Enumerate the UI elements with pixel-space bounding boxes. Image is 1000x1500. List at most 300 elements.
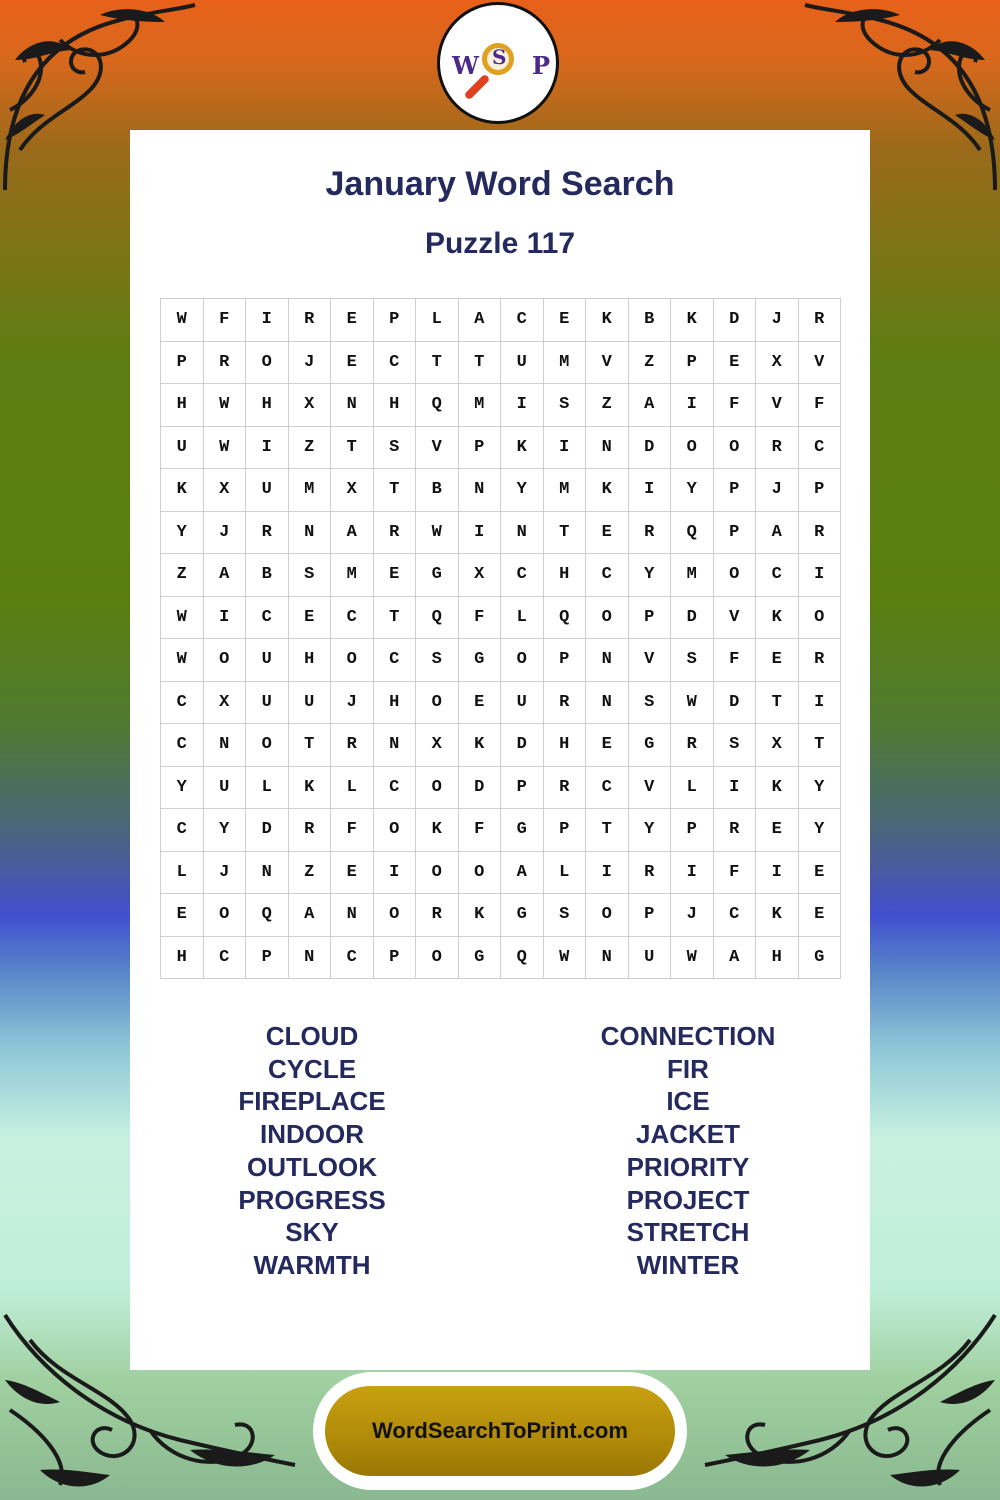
grid-cell[interactable]: P	[501, 766, 544, 809]
grid-cell[interactable]: O	[586, 894, 629, 937]
grid-cell[interactable]: A	[203, 554, 246, 597]
grid-cell[interactable]: E	[543, 299, 586, 342]
grid-cell[interactable]: R	[288, 299, 331, 342]
footer-badge[interactable]	[313, 1372, 687, 1490]
grid-cell[interactable]: E	[161, 894, 204, 937]
grid-cell[interactable]: E	[798, 894, 841, 937]
grid-row	[161, 469, 841, 512]
grid-cell[interactable]: Y	[798, 766, 841, 809]
grid-cell[interactable]: D	[628, 426, 671, 469]
grid-cell[interactable]: O	[203, 639, 246, 682]
grid-cell[interactable]: Y	[161, 511, 204, 554]
grid-cell[interactable]: W	[161, 639, 204, 682]
grid-cell[interactable]: X	[288, 384, 331, 427]
grid-cell[interactable]: E	[331, 851, 374, 894]
grid-cell[interactable]: N	[586, 639, 629, 682]
grid-row	[161, 681, 841, 724]
grid-cell[interactable]: H	[161, 384, 204, 427]
grid-cell[interactable]: F	[331, 809, 374, 852]
grid-cell[interactable]: E	[458, 681, 501, 724]
grid-cell[interactable]: M	[543, 469, 586, 512]
grid-cell[interactable]: R	[798, 511, 841, 554]
grid-cell[interactable]: T	[416, 341, 459, 384]
word-list-item: PROJECT	[626, 1184, 750, 1215]
grid-cell[interactable]: N	[586, 426, 629, 469]
grid-cell[interactable]: F	[458, 809, 501, 852]
grid-cell[interactable]: C	[203, 936, 246, 979]
grid-cell[interactable]: T	[543, 511, 586, 554]
grid-cell[interactable]: Y	[671, 469, 714, 512]
word-list-item: FIREPLACE	[238, 1086, 386, 1117]
grid-cell[interactable]: C	[713, 894, 756, 937]
grid-cell[interactable]: C	[756, 554, 799, 597]
grid-cell[interactable]: S	[416, 639, 459, 682]
grid-cell[interactable]: R	[373, 511, 416, 554]
grid-cell[interactable]: G	[501, 894, 544, 937]
grid-cell[interactable]: O	[458, 851, 501, 894]
grid-cell[interactable]: O	[373, 809, 416, 852]
grid-cell[interactable]: Q	[671, 511, 714, 554]
grid-cell[interactable]: O	[671, 426, 714, 469]
grid-cell[interactable]: G	[416, 554, 459, 597]
grid-cell[interactable]: O	[246, 724, 289, 767]
grid-row	[161, 596, 841, 639]
word-list-item: FIR	[667, 1053, 709, 1084]
grid-cell[interactable]: R	[713, 809, 756, 852]
grid-cell[interactable]: Z	[161, 554, 204, 597]
grid-cell[interactable]: Y	[203, 809, 246, 852]
word-list-right	[528, 1020, 848, 1282]
grid-cell[interactable]: A	[288, 894, 331, 937]
grid-cell[interactable]: O	[416, 851, 459, 894]
grid-cell[interactable]: P	[543, 809, 586, 852]
word-list-item: OUTLOOK	[247, 1151, 377, 1182]
wsp-logo[interactable]	[437, 2, 559, 124]
grid-cell[interactable]: C	[586, 766, 629, 809]
grid-cell[interactable]: L	[671, 766, 714, 809]
grid-cell[interactable]: D	[458, 766, 501, 809]
grid-cell[interactable]: O	[416, 766, 459, 809]
grid-cell[interactable]: I	[671, 384, 714, 427]
word-list-item: ICE	[666, 1086, 710, 1117]
footer-button[interactable]	[325, 1386, 675, 1476]
grid-cell[interactable]: K	[586, 469, 629, 512]
grid-cell[interactable]: X	[756, 724, 799, 767]
grid-cell[interactable]: H	[543, 724, 586, 767]
word-list-item: STRETCH	[626, 1217, 750, 1248]
grid-cell[interactable]: P	[543, 639, 586, 682]
grid-cell[interactable]: A	[501, 851, 544, 894]
grid-cell[interactable]: N	[288, 936, 331, 979]
word-list-item: CONNECTION	[600, 1021, 776, 1051]
grid-cell[interactable]: K	[586, 299, 629, 342]
grid-cell[interactable]: R	[543, 681, 586, 724]
grid-cell[interactable]: C	[246, 596, 289, 639]
grid-cell[interactable]: K	[458, 724, 501, 767]
grid-row	[161, 894, 841, 937]
word-list-item: CLOUD	[265, 1021, 359, 1051]
grid-cell[interactable]: T	[458, 341, 501, 384]
grid-cell[interactable]: X	[756, 341, 799, 384]
grid-cell[interactable]: U	[246, 639, 289, 682]
grid-cell[interactable]: A	[458, 299, 501, 342]
grid-cell[interactable]: L	[543, 851, 586, 894]
grid-row	[161, 299, 841, 342]
grid-cell[interactable]: Z	[288, 426, 331, 469]
logo-letter-s: S	[492, 45, 507, 69]
grid-cell[interactable]: R	[288, 809, 331, 852]
grid-cell[interactable]: K	[671, 299, 714, 342]
grid-cell[interactable]: U	[288, 681, 331, 724]
grid-cell[interactable]: W	[671, 936, 714, 979]
grid-cell[interactable]: T	[756, 681, 799, 724]
grid-cell[interactable]: B	[416, 469, 459, 512]
puzzle-number: Puzzle 117	[424, 227, 576, 260]
grid-cell[interactable]: X	[331, 469, 374, 512]
grid-cell[interactable]: C	[373, 766, 416, 809]
grid-cell[interactable]: I	[373, 851, 416, 894]
grid-cell[interactable]: A	[713, 936, 756, 979]
grid-cell[interactable]: U	[246, 469, 289, 512]
grid-cell[interactable]: V	[713, 596, 756, 639]
page-title: January Word Search	[325, 165, 675, 203]
grid-cell[interactable]: C	[161, 724, 204, 767]
grid-cell[interactable]: W	[161, 596, 204, 639]
grid-row	[161, 851, 841, 894]
grid-cell[interactable]: O	[416, 936, 459, 979]
grid-row	[161, 809, 841, 852]
grid-cell[interactable]: K	[756, 894, 799, 937]
grid-cell[interactable]: U	[246, 681, 289, 724]
grid-cell[interactable]: H	[246, 384, 289, 427]
grid-cell[interactable]: I	[203, 596, 246, 639]
grid-cell[interactable]: I	[798, 554, 841, 597]
grid-cell[interactable]: Y	[628, 554, 671, 597]
grid-cell[interactable]: P	[671, 809, 714, 852]
grid-cell[interactable]: E	[756, 639, 799, 682]
grid-cell[interactable]: J	[671, 894, 714, 937]
grid-cell[interactable]: S	[543, 384, 586, 427]
grid-cell[interactable]: O	[713, 554, 756, 597]
grid-cell[interactable]: U	[501, 341, 544, 384]
grid-cell[interactable]: R	[798, 639, 841, 682]
grid-cell[interactable]: T	[331, 426, 374, 469]
grid-cell[interactable]: R	[203, 341, 246, 384]
grid-cell[interactable]: Y	[798, 809, 841, 852]
grid-cell[interactable]: O	[203, 894, 246, 937]
grid-cell[interactable]: R	[628, 851, 671, 894]
grid-cell[interactable]: H	[373, 384, 416, 427]
grid-cell[interactable]: S	[543, 894, 586, 937]
grid-cell[interactable]: Q	[246, 894, 289, 937]
site-name: WordSearchToPrint.com	[372, 1418, 628, 1443]
grid-cell[interactable]: K	[501, 426, 544, 469]
grid-cell[interactable]: J	[331, 681, 374, 724]
grid-cell[interactable]: I	[628, 469, 671, 512]
grid-cell[interactable]: E	[331, 341, 374, 384]
grid-cell[interactable]: L	[501, 596, 544, 639]
grid-cell[interactable]: T	[586, 809, 629, 852]
grid-cell[interactable]: K	[288, 766, 331, 809]
grid-cell[interactable]: A	[628, 384, 671, 427]
grid-cell[interactable]: F	[713, 384, 756, 427]
grid-cell[interactable]: G	[628, 724, 671, 767]
grid-cell[interactable]: P	[161, 341, 204, 384]
grid-cell[interactable]: P	[246, 936, 289, 979]
grid-cell[interactable]: R	[331, 724, 374, 767]
grid-cell[interactable]: D	[501, 724, 544, 767]
grid-cell[interactable]: E	[373, 554, 416, 597]
grid-cell[interactable]: X	[203, 469, 246, 512]
grid-cell[interactable]: V	[798, 341, 841, 384]
grid-cell[interactable]: O	[331, 639, 374, 682]
letter-grid	[160, 298, 841, 979]
grid-cell[interactable]: V	[628, 766, 671, 809]
word-list-item: CYCLE	[267, 1053, 357, 1084]
grid-cell[interactable]: U	[501, 681, 544, 724]
grid-cell[interactable]: S	[628, 681, 671, 724]
grid-cell[interactable]: K	[756, 766, 799, 809]
grid-cell[interactable]: H	[288, 639, 331, 682]
grid-cell[interactable]: A	[756, 511, 799, 554]
grid-cell[interactable]: R	[246, 511, 289, 554]
grid-cell[interactable]: U	[203, 766, 246, 809]
word-list-item: PROGRESS	[238, 1184, 386, 1215]
grid-cell[interactable]: P	[628, 596, 671, 639]
grid-row	[161, 724, 841, 767]
grid-cell[interactable]: Q	[501, 936, 544, 979]
grid-cell[interactable]: R	[756, 426, 799, 469]
grid-cell[interactable]: R	[416, 894, 459, 937]
grid-cell[interactable]: F	[798, 384, 841, 427]
grid-cell[interactable]: S	[671, 639, 714, 682]
grid-cell[interactable]: P	[671, 341, 714, 384]
grid-cell[interactable]: Y	[628, 809, 671, 852]
grid-cell[interactable]: E	[288, 596, 331, 639]
grid-cell[interactable]: G	[458, 639, 501, 682]
grid-cell[interactable]: L	[161, 851, 204, 894]
grid-cell[interactable]: Z	[586, 384, 629, 427]
grid-cell[interactable]: O	[798, 596, 841, 639]
grid-cell[interactable]: E	[798, 851, 841, 894]
grid-cell[interactable]: O	[713, 426, 756, 469]
grid-cell[interactable]: E	[586, 724, 629, 767]
logo-letter-w: W	[452, 51, 479, 80]
grid-cell[interactable]: T	[798, 724, 841, 767]
grid-cell[interactable]: C	[501, 299, 544, 342]
grid-cell[interactable]: V	[416, 426, 459, 469]
grid-cell[interactable]: A	[331, 511, 374, 554]
grid-cell[interactable]: C	[331, 936, 374, 979]
grid-cell[interactable]: I	[246, 299, 289, 342]
grid-cell[interactable]: H	[756, 936, 799, 979]
grid-cell[interactable]: T	[373, 596, 416, 639]
grid-cell[interactable]: I	[501, 384, 544, 427]
grid-cell[interactable]: M	[288, 469, 331, 512]
grid-cell[interactable]: U	[161, 426, 204, 469]
grid-cell[interactable]: P	[628, 894, 671, 937]
grid-row	[161, 639, 841, 682]
grid-cell[interactable]: E	[331, 299, 374, 342]
grid-cell[interactable]: X	[458, 554, 501, 597]
grid-cell[interactable]: V	[756, 384, 799, 427]
logo-letter-p: P	[532, 51, 551, 80]
grid-cell[interactable]: E	[756, 809, 799, 852]
grid-cell[interactable]: P	[798, 469, 841, 512]
grid-cell[interactable]: N	[331, 384, 374, 427]
grid-cell[interactable]: C	[373, 639, 416, 682]
grid-row	[161, 341, 841, 384]
grid-cell[interactable]: O	[501, 639, 544, 682]
grid-cell[interactable]: G	[458, 936, 501, 979]
grid-cell[interactable]: W	[161, 299, 204, 342]
word-list-item: INDOOR	[260, 1119, 364, 1150]
grid-cell[interactable]: L	[416, 299, 459, 342]
grid-cell[interactable]: D	[671, 596, 714, 639]
grid-cell[interactable]: I	[458, 511, 501, 554]
grid-row	[161, 936, 841, 979]
grid-cell[interactable]: J	[756, 299, 799, 342]
grid-cell[interactable]: N	[373, 724, 416, 767]
grid-cell[interactable]: H	[161, 936, 204, 979]
grid-cell[interactable]: W	[203, 384, 246, 427]
word-list-item: JACKET	[635, 1119, 740, 1150]
grid-row	[161, 511, 841, 554]
grid-cell[interactable]: W	[203, 426, 246, 469]
grid-row	[161, 554, 841, 597]
grid-cell[interactable]: R	[671, 724, 714, 767]
grid-cell[interactable]: O	[586, 596, 629, 639]
grid-cell[interactable]: P	[373, 936, 416, 979]
grid-cell[interactable]: K	[458, 894, 501, 937]
grid-cell[interactable]: E	[586, 511, 629, 554]
grid-cell[interactable]: K	[161, 469, 204, 512]
grid-cell[interactable]: I	[671, 851, 714, 894]
grid-cell[interactable]: J	[756, 469, 799, 512]
grid-cell[interactable]: R	[628, 511, 671, 554]
grid-cell[interactable]: M	[543, 341, 586, 384]
grid-cell[interactable]: I	[756, 851, 799, 894]
grid-cell[interactable]: R	[798, 299, 841, 342]
grid-cell[interactable]: H	[373, 681, 416, 724]
grid-cell[interactable]: O	[246, 341, 289, 384]
grid-cell[interactable]: L	[246, 766, 289, 809]
grid-cell[interactable]: P	[458, 426, 501, 469]
grid-cell[interactable]: B	[246, 554, 289, 597]
grid-cell[interactable]: I	[246, 426, 289, 469]
grid-cell[interactable]: C	[161, 681, 204, 724]
grid-cell[interactable]: E	[713, 341, 756, 384]
grid-cell[interactable]: W	[416, 511, 459, 554]
grid-cell[interactable]: D	[713, 299, 756, 342]
grid-row	[161, 426, 841, 469]
grid-cell[interactable]: F	[713, 851, 756, 894]
grid-cell[interactable]: Z	[628, 341, 671, 384]
grid-cell[interactable]: G	[798, 936, 841, 979]
grid-cell[interactable]: Q	[416, 384, 459, 427]
word-list-item: WARMTH	[253, 1249, 371, 1280]
grid-cell[interactable]: V	[586, 341, 629, 384]
grid-cell[interactable]: B	[628, 299, 671, 342]
grid-cell[interactable]: S	[373, 426, 416, 469]
grid-cell[interactable]: W	[543, 936, 586, 979]
grid-cell[interactable]: J	[288, 341, 331, 384]
grid-cell[interactable]: X	[416, 724, 459, 767]
grid-cell[interactable]: C	[798, 426, 841, 469]
grid-cell[interactable]: P	[713, 511, 756, 554]
grid-cell[interactable]: P	[373, 299, 416, 342]
grid-cell[interactable]: K	[756, 596, 799, 639]
grid-cell[interactable]: I	[713, 766, 756, 809]
grid-cell[interactable]: Z	[288, 851, 331, 894]
grid-cell[interactable]: F	[203, 299, 246, 342]
grid-cell[interactable]: M	[331, 554, 374, 597]
grid-cell[interactable]: C	[501, 554, 544, 597]
word-list-item: SKY	[285, 1217, 339, 1248]
grid-cell[interactable]: F	[713, 639, 756, 682]
grid-cell[interactable]: K	[416, 809, 459, 852]
grid-cell[interactable]: I	[543, 426, 586, 469]
grid-cell[interactable]: J	[203, 851, 246, 894]
grid-cell[interactable]: N	[586, 936, 629, 979]
grid-cell[interactable]: S	[288, 554, 331, 597]
grid-cell[interactable]: J	[203, 511, 246, 554]
grid-cell[interactable]: O	[373, 894, 416, 937]
grid-cell[interactable]: U	[628, 936, 671, 979]
grid-cell[interactable]: N	[288, 511, 331, 554]
word-list-item: PRIORITY	[626, 1151, 750, 1182]
grid-cell[interactable]: N	[586, 681, 629, 724]
grid-cell[interactable]: H	[543, 554, 586, 597]
grid-cell[interactable]: D	[246, 809, 289, 852]
grid-row	[161, 766, 841, 809]
grid-row	[161, 384, 841, 427]
grid-cell[interactable]: X	[203, 681, 246, 724]
grid-cell[interactable]: C	[161, 809, 204, 852]
grid-cell[interactable]: Y	[501, 469, 544, 512]
grid-cell[interactable]: P	[713, 469, 756, 512]
grid-cell[interactable]: R	[543, 766, 586, 809]
grid-cell[interactable]: M	[458, 384, 501, 427]
word-list-left	[152, 1020, 472, 1282]
grid-cell[interactable]: C	[586, 554, 629, 597]
grid-cell[interactable]: D	[713, 681, 756, 724]
grid-cell[interactable]: I	[798, 681, 841, 724]
word-list-item: WINTER	[636, 1249, 740, 1280]
grid-cell[interactable]: S	[713, 724, 756, 767]
grid-cell[interactable]: C	[331, 596, 374, 639]
grid-cell[interactable]: F	[458, 596, 501, 639]
grid-cell[interactable]: M	[671, 554, 714, 597]
grid-cell[interactable]: N	[501, 511, 544, 554]
grid-cell[interactable]: N	[246, 851, 289, 894]
grid-cell[interactable]: O	[416, 681, 459, 724]
grid-cell[interactable]: Q	[416, 596, 459, 639]
grid-cell[interactable]: W	[671, 681, 714, 724]
grid-cell[interactable]: G	[501, 809, 544, 852]
grid-cell[interactable]: I	[586, 851, 629, 894]
grid-cell[interactable]: C	[373, 341, 416, 384]
grid-cell[interactable]: L	[331, 766, 374, 809]
grid-cell[interactable]: N	[331, 894, 374, 937]
grid-cell[interactable]: N	[458, 469, 501, 512]
grid-cell[interactable]: V	[628, 639, 671, 682]
grid-cell[interactable]: Q	[543, 596, 586, 639]
grid-cell[interactable]: T	[373, 469, 416, 512]
grid-cell[interactable]: T	[288, 724, 331, 767]
grid-cell[interactable]: N	[203, 724, 246, 767]
grid-cell[interactable]: Y	[161, 766, 204, 809]
